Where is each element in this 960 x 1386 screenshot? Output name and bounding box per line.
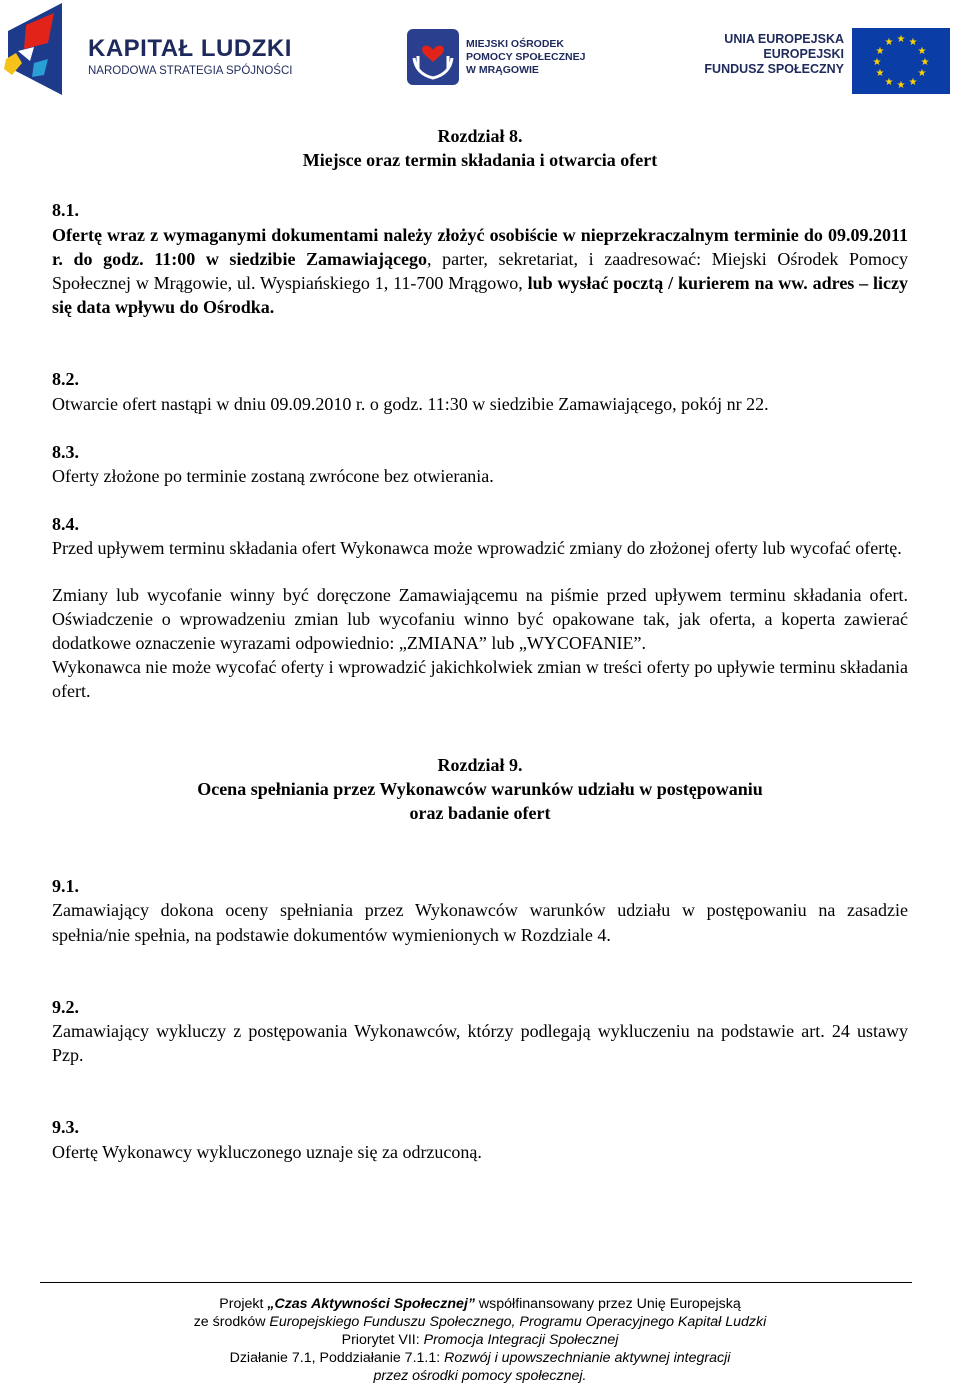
svg-text:★: ★ [908,77,918,88]
section-8-1-bold-a: Ofertę wraz z wymaganymi dokumentami należy złożyć osobiście w nieprzekraczalnym terminie do 09.09.2011 r. do godz. 11:00 w siedzibie Zamawiającego [52,224,908,269]
footer-line-3 [40,1331,920,1349]
section-8-4-paragraph-2: Zmiany lub wycofanie winny być doręczone Zamawiającemu na piśmie przed upływem terminu składania ofert. Oświadczenie o wprowadzeniu zmian lub wycofaniu winno być opakowane tak, jak oferta, a koperta zawierać dodatkowe oznaczenie wyrazami odpowiednio: „ZMIANA” lub „WYCOFANIE”. [52,584,908,654]
chapter-8-heading: Rozdział 8. [437,126,523,146]
footer-l1-a: Projekt [219,1296,268,1312]
section-9-3-text: Ofertę Wykonawcy wykluczonego uznaje się za odrzuconą. [52,1141,482,1162]
section-8-1-number: 8.1. [52,200,79,221]
footer-l1-c: współfinansowany przez Unię Europejską [474,1296,741,1312]
kapital-ludzki-emblem-icon [4,3,68,101]
mops-hands-heart-icon [406,28,460,86]
eu-line-3: FUNDUSZ SPOŁECZNY [704,62,844,76]
mops-logo [406,28,586,88]
footer-l1-project-name: „Czas Aktywności Społecznej” [267,1296,475,1312]
mops-name [466,38,585,77]
footer-l2-a: ze środków [193,1314,270,1330]
svg-text:★: ★ [920,57,930,68]
footer-l4-a: Działanie 7.1, Poddziałanie 7.1.1: [229,1350,445,1366]
svg-text:★: ★ [917,46,927,57]
section-8-4-paragraph-1: Przed upływem terminu składania ofert Wykonawca może wprowadzić zmiany do złożonej oferty lub wycofać ofertę. [52,538,902,559]
section-8-3-text: Oferty złożone po terminie zostaną zwrócone bez otwierania. [52,466,494,487]
eu-line-2: EUROPEJSKI [763,47,844,61]
chapter-9-heading: Rozdział 9. [437,754,523,775]
kapital-ludzki-title: KAPITAŁ LUDZKI [88,35,292,62]
svg-text:★: ★ [872,57,882,68]
footer-line-2 [40,1313,920,1331]
footer-line-4 [40,1349,920,1367]
svg-text:★: ★ [875,68,885,79]
section-9-1-text: Zamawiający dokona oceny spełniania przez Wykonawców warunków udziału w postępowaniu na zasadzie spełnia/nie spełnia, na podstawie dokumentów wymienionych w Rozdziale 4. [52,900,908,945]
section-8-1-bold-b: lub wysłać pocztą / kurierem na ww. adres – liczy się data wpływu do Ośrodka. [52,273,908,318]
section-9-2-text: Zamawiający wykluczy z postępowania Wykonawców, którzy podlegają wykluczeniu na podstawie art. 24 ustawy Pzp. [52,1021,908,1066]
section-8-3-number: 8.3. [52,441,79,462]
eu-line-1: UNIA EUROPEJSKA [724,32,844,46]
section-8-2-number: 8.2. [52,369,79,390]
svg-text:★: ★ [917,68,927,79]
eu-name [704,32,844,77]
section-8-4-number: 8.4. [52,514,79,535]
footer-line-5 [40,1367,920,1385]
chapter-9-title-line-2: oraz badanie ofert [409,803,551,824]
header-logos [0,0,960,106]
chapter-8-title: Miejsce oraz termin składania i otwarcia ofert [302,150,658,171]
mops-line-3: W MRĄGOWIE [466,64,539,76]
mops-line-1: MIEJSKI OŚRODEK [466,38,565,50]
section-8-1-text [52,223,908,320]
svg-text:★: ★ [896,80,906,91]
footer-l3-a: Priorytet VII: [341,1332,424,1348]
section-8-1-plain: , parter, sekretariat, i zaadresować: Miejski Ośrodek Pomocy Społecznej w Mrągowie, ul. Wyspiańskiego 1, 11-700 Mrągowo, [52,248,908,294]
svg-text:★: ★ [908,37,918,48]
chapter-9-title-line-1: Ocena spełniania przez Wykonawców warunków udziału w postępowaniu [197,778,763,799]
footer-line-1 [40,1295,920,1313]
section-8-2-text: Otwarcie ofert nastąpi w dniu 09.09.2010 r. o godz. 11:30 w siedzibie Zamawiającego, pokój nr 22. [52,393,769,414]
footer-l5: przez ośrodki pomocy społecznej. [373,1368,587,1384]
svg-text:★: ★ [896,34,906,45]
section-8-4-paragraph-3: Wykonawca nie może wycofać oferty i wprowadzić jakichkolwiek zmian w treści oferty po upływie terminu składania ofert. [52,657,908,702]
footer-l2-b: Europejskiego Funduszu Społecznego, Programu Operacyjnego Kapitał Ludzki [269,1314,767,1330]
footer-divider [40,1282,912,1283]
svg-text:★: ★ [875,46,885,57]
section-9-2-number: 9.2. [52,996,79,1017]
eu-logo [704,28,952,94]
svg-text:★: ★ [884,37,894,48]
footer-l3-b: Promocja Integracji Społecznej [423,1332,619,1348]
footer-l4-b: Rozwój i upowszechnianie aktywnej integracji [444,1350,731,1366]
mops-line-2: POMOCY SPOŁECZNEJ [466,51,586,63]
kapital-ludzki-logo [4,3,304,101]
kapital-ludzki-subtitle: NARODOWA STRATEGIA SPÓJNOŚCI [88,65,293,77]
document-body [52,124,908,1164]
svg-text:★: ★ [884,77,894,88]
section-9-1-number: 9.1. [52,876,79,897]
eu-flag-icon [852,28,950,94]
section-9-3-number: 9.3. [52,1117,79,1138]
footer [40,1295,920,1385]
